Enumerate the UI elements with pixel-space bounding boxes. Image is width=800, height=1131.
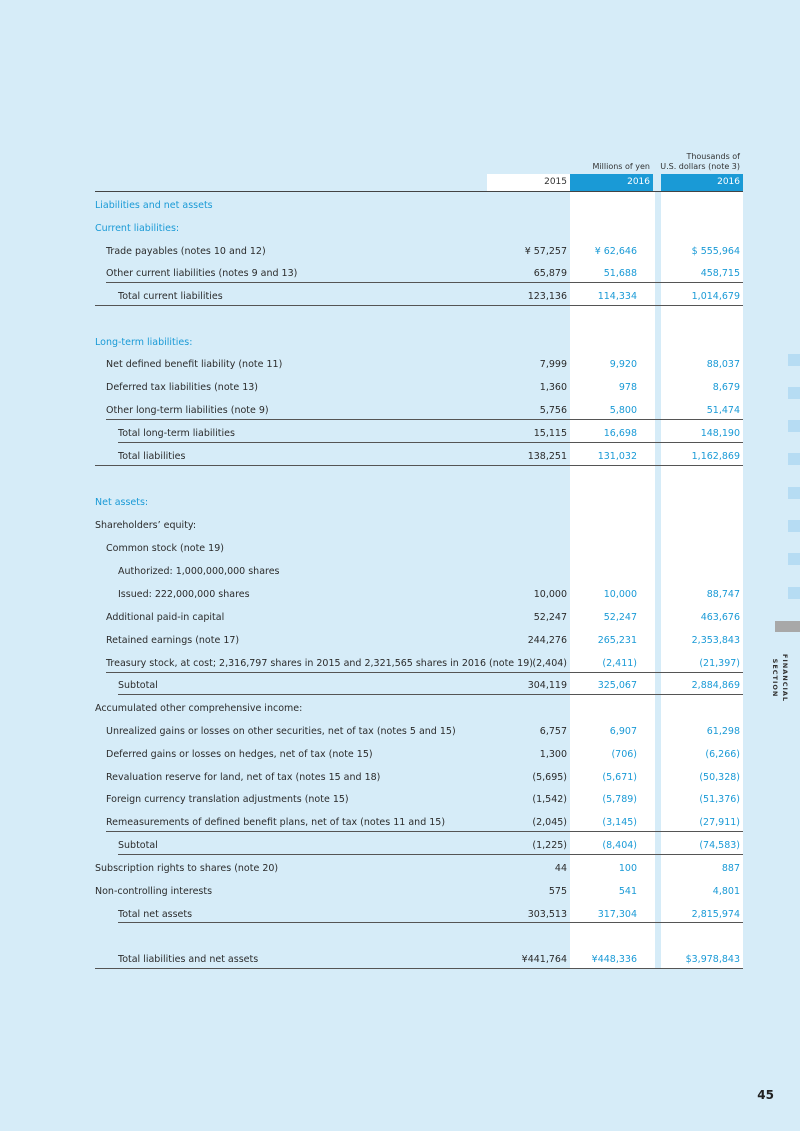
table-rule xyxy=(118,694,743,695)
value-2016-yen: 9,920 xyxy=(609,359,637,370)
value-2016-usd: 2,884,869 xyxy=(691,680,740,691)
year-2016-yen: 2016 xyxy=(570,174,653,191)
side-tab-2 xyxy=(788,387,800,399)
value-2015-yen: ¥441,764 xyxy=(521,954,567,965)
value-2016-usd: (51,376) xyxy=(699,794,740,805)
value-2015-yen: (1,225) xyxy=(532,840,567,851)
value-2015-yen: 1,300 xyxy=(539,749,567,760)
value-2016-usd: (6,266) xyxy=(705,749,740,760)
value-2016-usd: $3,978,843 xyxy=(685,954,740,965)
table-row xyxy=(0,562,800,585)
side-tab-7 xyxy=(788,553,800,565)
row-label: Total liabilities xyxy=(118,451,186,462)
value-2016-usd: 8,679 xyxy=(712,382,740,393)
side-tab-1 xyxy=(788,354,800,366)
table-row xyxy=(0,699,800,722)
row-label: Common stock (note 19) xyxy=(106,543,224,554)
row-label: Total net assets xyxy=(118,909,193,920)
row-label: Remeasurements of defined benefit plans, net of tax (notes 11 and 15) xyxy=(106,817,446,828)
value-2016-usd: 61,298 xyxy=(706,726,740,737)
row-label: Authorized: 1,000,000,000 shares xyxy=(118,566,280,577)
table-row xyxy=(0,654,800,677)
table-rule xyxy=(106,419,743,420)
row-label: Total liabilities and net assets xyxy=(118,954,259,965)
row-label: Treasury stock, at cost; 2,316,797 shares in 2015 and 2,321,565 shares in 2016 (note 19) xyxy=(106,658,533,669)
value-2015-yen: (1,542) xyxy=(532,794,567,805)
table-row xyxy=(0,539,800,562)
value-2016-usd: 4,801 xyxy=(712,886,740,897)
row-label: Retained earnings (note 17) xyxy=(106,635,240,646)
row-label: Subtotal xyxy=(118,680,158,691)
side-tab-4 xyxy=(788,453,800,465)
unit-thousands-usd xyxy=(652,152,740,172)
value-2016-yen: 52,247 xyxy=(603,612,637,623)
value-2016-yen: 978 xyxy=(618,382,637,393)
page-number: 45 xyxy=(757,1088,774,1102)
table-row xyxy=(0,242,800,265)
year-2015-yen: 2015 xyxy=(487,174,570,191)
value-2016-usd: 1,014,679 xyxy=(691,291,740,302)
table-row xyxy=(0,447,800,470)
side-tab-active xyxy=(775,621,800,632)
value-2016-usd: (74,583) xyxy=(699,840,740,851)
value-2015-yen: 15,115 xyxy=(533,428,567,439)
value-2016-yen: 5,800 xyxy=(609,405,637,416)
table-row xyxy=(0,813,800,836)
value-2016-yen: 131,032 xyxy=(597,451,637,462)
side-tab-8 xyxy=(788,587,800,599)
table-rule xyxy=(95,968,743,969)
value-2015-yen: 7,999 xyxy=(539,359,567,370)
value-2015-yen: 303,513 xyxy=(527,909,567,920)
table-row xyxy=(0,836,800,859)
value-2016-yen: (5,671) xyxy=(602,772,637,783)
value-2015-yen: (2,045) xyxy=(532,817,567,828)
row-label: Additional paid-in capital xyxy=(106,612,225,623)
value-2016-yen: 114,334 xyxy=(597,291,637,302)
table-row xyxy=(0,722,800,745)
value-2016-yen: 100 xyxy=(618,863,637,874)
value-2016-usd: 887 xyxy=(721,863,740,874)
side-tab-3 xyxy=(788,420,800,432)
row-label: Accumulated other comprehensive income: xyxy=(95,703,303,714)
value-2016-yen: (3,145) xyxy=(602,817,637,828)
unit-thousands-line1: Thousands of xyxy=(686,152,740,161)
year-header-row xyxy=(487,174,743,191)
value-2015-yen: 304,119 xyxy=(527,680,567,691)
side-tab-6 xyxy=(788,520,800,532)
table-row xyxy=(0,859,800,882)
row-label: Total current liabilities xyxy=(118,291,223,302)
value-2016-usd: 88,747 xyxy=(706,589,740,600)
value-2015-yen: 10,000 xyxy=(533,589,567,600)
value-2015-yen: (2,404) xyxy=(532,658,567,669)
value-2016-usd: 1,162,869 xyxy=(691,451,740,462)
value-2016-usd: (27,911) xyxy=(699,817,740,828)
table-rule xyxy=(106,831,743,832)
value-2016-yen: (8,404) xyxy=(602,840,637,851)
value-2016-yen: (2,411) xyxy=(602,658,637,669)
value-2016-yen: ¥448,336 xyxy=(591,954,637,965)
row-label: Subscription rights to shares (note 20) xyxy=(95,863,279,874)
table-row xyxy=(0,378,800,401)
table-rule xyxy=(118,854,743,855)
row-label: Total long-term liabilities xyxy=(118,428,235,439)
value-2016-usd: (21,397) xyxy=(699,658,740,669)
value-2016-yen: (5,789) xyxy=(602,794,637,805)
value-2015-yen: 138,251 xyxy=(527,451,567,462)
section-heading-row xyxy=(0,333,800,356)
value-2016-yen: 325,067 xyxy=(597,680,637,691)
value-2016-yen: (706) xyxy=(611,749,637,760)
section-heading: Liabilities and net assets xyxy=(95,200,213,211)
table-row xyxy=(0,585,800,608)
value-2016-usd: (50,328) xyxy=(699,772,740,783)
section-heading-row xyxy=(0,493,800,516)
financial-section-label: FINANCIAL SECTION xyxy=(771,653,789,703)
table-row xyxy=(0,287,800,310)
row-label: Deferred tax liabilities (note 13) xyxy=(106,382,259,393)
table-row xyxy=(0,950,800,973)
value-2015-yen: 244,276 xyxy=(527,635,567,646)
year-2016-usd: 2016 xyxy=(661,174,743,191)
table-rule xyxy=(118,442,743,443)
value-2016-usd: 88,037 xyxy=(706,359,740,370)
value-2015-yen: 6,757 xyxy=(539,726,567,737)
unit-millions-of-yen: Millions of yen xyxy=(592,162,650,171)
table-row xyxy=(0,401,800,424)
value-2016-usd: 463,676 xyxy=(700,612,740,623)
table-row xyxy=(0,768,800,791)
value-2016-usd: $ 555,964 xyxy=(691,246,740,257)
table-row xyxy=(0,745,800,768)
value-2015-yen: 52,247 xyxy=(533,612,567,623)
row-label: Shareholders’ equity: xyxy=(95,520,197,531)
row-label: Non-controlling interests xyxy=(95,886,213,897)
row-label: Trade payables (notes 10 and 12) xyxy=(106,246,266,257)
table-row xyxy=(0,608,800,631)
value-2016-yen: 541 xyxy=(618,886,637,897)
header-rule xyxy=(95,191,743,192)
value-2016-yen: 265,231 xyxy=(597,635,637,646)
table-row xyxy=(0,676,800,699)
row-label: Issued: 222,000,000 shares xyxy=(118,589,250,600)
table-rule xyxy=(95,465,743,466)
value-2016-usd: 458,715 xyxy=(700,268,740,279)
table-row xyxy=(0,264,800,287)
table-row xyxy=(0,355,800,378)
value-2016-yen: 6,907 xyxy=(609,726,637,737)
value-2016-yen: 10,000 xyxy=(603,589,637,600)
value-2016-yen: ¥ 62,646 xyxy=(594,246,637,257)
row-label: Other long-term liabilities (note 9) xyxy=(106,405,269,416)
table-row xyxy=(0,631,800,654)
table-rule xyxy=(106,672,743,673)
year-gap xyxy=(653,174,661,191)
section-heading-row xyxy=(0,219,800,242)
value-2016-usd: 2,353,843 xyxy=(691,635,740,646)
value-2015-yen: 5,756 xyxy=(539,405,567,416)
value-2016-yen: 51,688 xyxy=(603,268,637,279)
value-2015-yen: 44 xyxy=(554,863,567,874)
value-2015-yen: 123,136 xyxy=(527,291,567,302)
value-2016-usd: 51,474 xyxy=(706,405,740,416)
row-label: Subtotal xyxy=(118,840,158,851)
section-heading-row xyxy=(0,196,800,219)
section-heading: Long-term liabilities: xyxy=(95,337,193,348)
table-rule xyxy=(106,282,743,283)
row-label: Net defined benefit liability (note 11) xyxy=(106,359,283,370)
value-2015-yen: 1,360 xyxy=(539,382,567,393)
section-heading: Net assets: xyxy=(95,497,149,508)
value-2015-yen: 65,879 xyxy=(533,268,567,279)
table-rule xyxy=(118,922,743,923)
table-row xyxy=(0,424,800,447)
table-row xyxy=(0,790,800,813)
table-row xyxy=(0,516,800,539)
table-row xyxy=(0,882,800,905)
row-label: Foreign currency translation adjustments (note 15) xyxy=(106,794,349,805)
value-2015-yen: ¥ 57,257 xyxy=(524,246,567,257)
value-2016-yen: 16,698 xyxy=(603,428,637,439)
table-row xyxy=(0,905,800,928)
row-label: Other current liabilities (notes 9 and 13) xyxy=(106,268,298,279)
row-label: Unrealized gains or losses on other securities, net of tax (notes 5 and 15) xyxy=(106,726,456,737)
side-tab-5 xyxy=(788,487,800,499)
row-label: Deferred gains or losses on hedges, net of tax (note 15) xyxy=(106,749,373,760)
unit-thousands-line2: U.S. dollars (note 3) xyxy=(660,162,740,171)
section-heading: Current liabilities: xyxy=(95,223,180,234)
row-label: Revaluation reserve for land, net of tax (notes 15 and 18) xyxy=(106,772,381,783)
value-2015-yen: 575 xyxy=(548,886,567,897)
table-rule xyxy=(95,305,743,306)
value-2015-yen: (5,695) xyxy=(532,772,567,783)
value-2016-usd: 148,190 xyxy=(700,428,740,439)
value-2016-yen: 317,304 xyxy=(597,909,637,920)
value-2016-usd: 2,815,974 xyxy=(691,909,740,920)
